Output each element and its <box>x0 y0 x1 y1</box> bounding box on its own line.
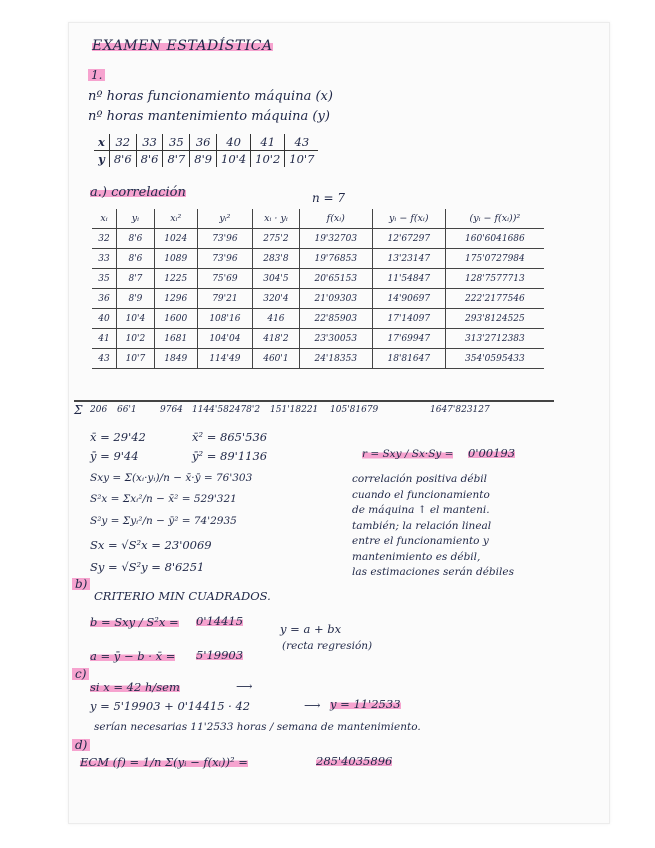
calc-cell: 43 <box>92 349 116 369</box>
comment-line: cuando el funcionamiento <box>352 488 490 501</box>
calc-cell: 33 <box>92 249 116 269</box>
calc-cell: 35 <box>92 269 116 289</box>
data-table-cell: 8'7 <box>163 151 190 168</box>
correlation-comment <box>352 474 514 578</box>
calc-cell: 12'67297 <box>372 229 445 249</box>
calc-cell: 108'16 <box>197 309 252 329</box>
part-d-label: d) <box>72 739 90 751</box>
calc-table-row <box>92 229 544 249</box>
comment-line: entre el funcionamiento y <box>352 535 489 547</box>
calc-cell: 114'49 <box>197 349 252 369</box>
calc-cell: 8'6 <box>116 249 154 269</box>
data-table-y-label: y <box>94 151 109 168</box>
calc-cell: 354'0595433 <box>445 349 544 369</box>
calc-cell: 283'8 <box>253 249 300 269</box>
calc-cell: 1600 <box>154 309 197 329</box>
intercept-value: 5'19903 <box>196 648 244 662</box>
data-table <box>94 134 318 167</box>
page-title: EXAMEN ESTADÍSTICA <box>92 38 273 54</box>
calc-cell: 10'7 <box>116 349 154 369</box>
sum-cell: 2478'2 <box>229 405 261 415</box>
comment-line: correlación positiva débil <box>352 473 488 485</box>
calc-cell: 1681 <box>154 329 197 349</box>
variance-x: S²x = Σxᵢ²/n − x̄² = 529'321 <box>90 493 237 505</box>
calc-cell: 104'04 <box>197 329 252 349</box>
calc-cell: 222'2177546 <box>445 289 544 309</box>
sum-cell: 66'1 <box>117 405 137 415</box>
correlation-formula: r = Sxy / Sx·Sy = <box>362 448 454 460</box>
data-table-cell: 33 <box>136 134 163 151</box>
sum-cell: 1647'823127 <box>430 405 490 415</box>
calc-cell: 24'18353 <box>299 349 372 369</box>
calc-cell: 11'54847 <box>372 269 445 289</box>
calc-cell: 460'1 <box>253 349 300 369</box>
calc-table-sum-row <box>74 400 554 418</box>
data-table-cell: 8'6 <box>109 151 136 168</box>
mse-value: 285'4035896 <box>316 754 393 768</box>
prediction-calc: y = 5'19903 + 0'14415 · 42 <box>90 699 251 713</box>
correlation-value: 0'00193 <box>468 446 516 460</box>
variance-y: S²y = Σyᵢ²/n − ȳ² = 74'2935 <box>90 515 237 527</box>
data-table-x-label: x <box>94 134 109 151</box>
prediction-conclusion: serían necesarias 11'2533 horas / semana de mantenimiento. <box>94 721 421 733</box>
calc-cell: 8'7 <box>116 269 154 289</box>
sample-size: n = 7 <box>312 191 346 205</box>
variable-y-description: nº horas mantenimiento máquina (y) <box>88 109 330 124</box>
slope-formula: b = Sxy / S²x = <box>90 615 179 629</box>
calc-cell: 304'5 <box>253 269 300 289</box>
calc-cell: 40 <box>92 309 116 329</box>
calc-table-row <box>92 309 544 329</box>
slope-value: 0'14415 <box>196 614 244 628</box>
mean-x-squared: x̄² = 865'536 <box>192 430 268 444</box>
std-dev-x: Sx = √S²x = 23'0069 <box>90 538 212 552</box>
calc-cell: 10'2 <box>116 329 154 349</box>
regression-model-note: (recta regresión) <box>282 640 373 652</box>
calc-header-cell: xᵢ · yᵢ <box>253 209 300 229</box>
calc-header-cell: yᵢ <box>116 209 154 229</box>
calc-cell: 21'09303 <box>299 289 372 309</box>
calc-cell: 8'9 <box>116 289 154 309</box>
data-table-cell: 10'7 <box>285 151 319 168</box>
sum-cell: 105'81679 <box>330 405 379 415</box>
section-number: 1. <box>88 69 105 81</box>
calc-cell: 1089 <box>154 249 197 269</box>
calc-cell: 32 <box>92 229 116 249</box>
data-table-y-row <box>94 151 318 168</box>
covariance-sxy: Sxy = Σ(xᵢ·yᵢ)/n − x̄·ȳ = 76'303 <box>90 472 253 484</box>
mse-formula: ECM (f) = 1/n Σ(yᵢ − f(xᵢ))² = <box>80 755 248 769</box>
calc-header-cell: (yᵢ − f(xᵢ))² <box>445 209 544 229</box>
calc-cell: 22'85903 <box>299 309 372 329</box>
calc-cell: 13'23147 <box>372 249 445 269</box>
calc-table-row <box>92 249 544 269</box>
mean-y: ȳ = 9'44 <box>90 449 139 463</box>
data-table-cell: 36 <box>190 134 217 151</box>
calc-cell: 313'2712383 <box>445 329 544 349</box>
calc-cell: 320'4 <box>253 289 300 309</box>
calc-table-header <box>92 209 544 229</box>
calc-cell: 17'69947 <box>372 329 445 349</box>
calc-cell: 128'7577713 <box>445 269 544 289</box>
arrow-icon: ⟶ <box>304 698 321 712</box>
calc-table-row <box>92 289 544 309</box>
sum-cell: 1144'58 <box>192 405 229 415</box>
data-table-cell: 8'6 <box>136 151 163 168</box>
calc-cell: 10'4 <box>116 309 154 329</box>
intercept-formula: a = ȳ − b · x̄ = <box>90 649 176 663</box>
calc-table-row <box>92 349 544 369</box>
calc-cell: 275'2 <box>253 229 300 249</box>
part-a-label: a.) correlación <box>90 185 186 200</box>
calc-cell: 79'21 <box>197 289 252 309</box>
comment-line: las estimaciones serán débiles <box>352 566 514 578</box>
calc-cell: 8'6 <box>116 229 154 249</box>
prediction-given: si x = 42 h/sem <box>90 680 180 694</box>
calc-cell: 18'81647 <box>372 349 445 369</box>
calc-cell: 1849 <box>154 349 197 369</box>
calc-table-row <box>92 329 544 349</box>
part-b-title: CRITERIO MIN CUADRADOS. <box>94 589 271 603</box>
calc-header-cell: xᵢ² <box>154 209 197 229</box>
calc-cell: 41 <box>92 329 116 349</box>
comment-line: de máquina ↑ el manteni. <box>352 504 490 516</box>
data-table-cell: 35 <box>163 134 190 151</box>
data-table-x-row <box>94 134 318 151</box>
data-table-cell: 43 <box>285 134 319 151</box>
calc-cell: 73'96 <box>197 229 252 249</box>
calc-cell: 36 <box>92 289 116 309</box>
calc-cell: 73'96 <box>197 249 252 269</box>
calc-header-cell: yᵢ² <box>197 209 252 229</box>
sum-cell: 151'18221 <box>270 405 319 415</box>
calc-header-cell: yᵢ − f(xᵢ) <box>372 209 445 229</box>
comment-line: también; la relación lineal <box>352 519 492 532</box>
sum-cell: 9764 <box>160 405 183 415</box>
data-table-cell: 41 <box>251 134 285 151</box>
calc-cell: 23'30053 <box>299 329 372 349</box>
calc-cell: 293'8124525 <box>445 309 544 329</box>
calc-cell: 75'69 <box>197 269 252 289</box>
prediction-result: y = 11'2533 <box>330 697 401 711</box>
data-table-cell: 10'4 <box>217 151 251 168</box>
part-c-label: c) <box>72 668 89 680</box>
data-table-cell: 8'9 <box>190 151 217 168</box>
calc-cell: 1225 <box>154 269 197 289</box>
variable-x-description: nº horas funcionamiento máquina (x) <box>88 89 333 104</box>
calc-cell: 160'6041686 <box>445 229 544 249</box>
calc-cell: 19'32703 <box>299 229 372 249</box>
data-table-cell: 40 <box>217 134 251 151</box>
sum-cell: 206 <box>90 405 108 415</box>
comment-line: mantenimiento es débil, <box>352 550 481 563</box>
data-table-cell: 32 <box>109 134 136 151</box>
calc-cell: 1296 <box>154 289 197 309</box>
std-dev-y: Sy = √S²y = 8'6251 <box>90 560 205 574</box>
calc-cell: 416 <box>253 309 300 329</box>
calc-table <box>92 209 544 369</box>
calc-header-cell: f(xᵢ) <box>299 209 372 229</box>
calc-table-row <box>92 269 544 289</box>
calc-cell: 17'14097 <box>372 309 445 329</box>
calc-cell: 418'2 <box>253 329 300 349</box>
mean-y-squared: ȳ² = 89'1136 <box>192 449 268 463</box>
part-b-label: b) <box>72 578 90 590</box>
calc-cell: 175'0727984 <box>445 249 544 269</box>
sum-symbol: Σ <box>74 403 83 417</box>
calc-cell: 19'76853 <box>299 249 372 269</box>
mean-x: x̄ = 29'42 <box>90 430 146 444</box>
arrow-icon: ⟶ <box>236 679 253 693</box>
regression-model: y = a + bx <box>280 622 342 636</box>
calc-cell: 14'90697 <box>372 289 445 309</box>
data-table-cell: 10'2 <box>251 151 285 168</box>
calc-header-cell: xᵢ <box>92 209 116 229</box>
calc-cell: 1024 <box>154 229 197 249</box>
calc-cell: 20'65153 <box>299 269 372 289</box>
